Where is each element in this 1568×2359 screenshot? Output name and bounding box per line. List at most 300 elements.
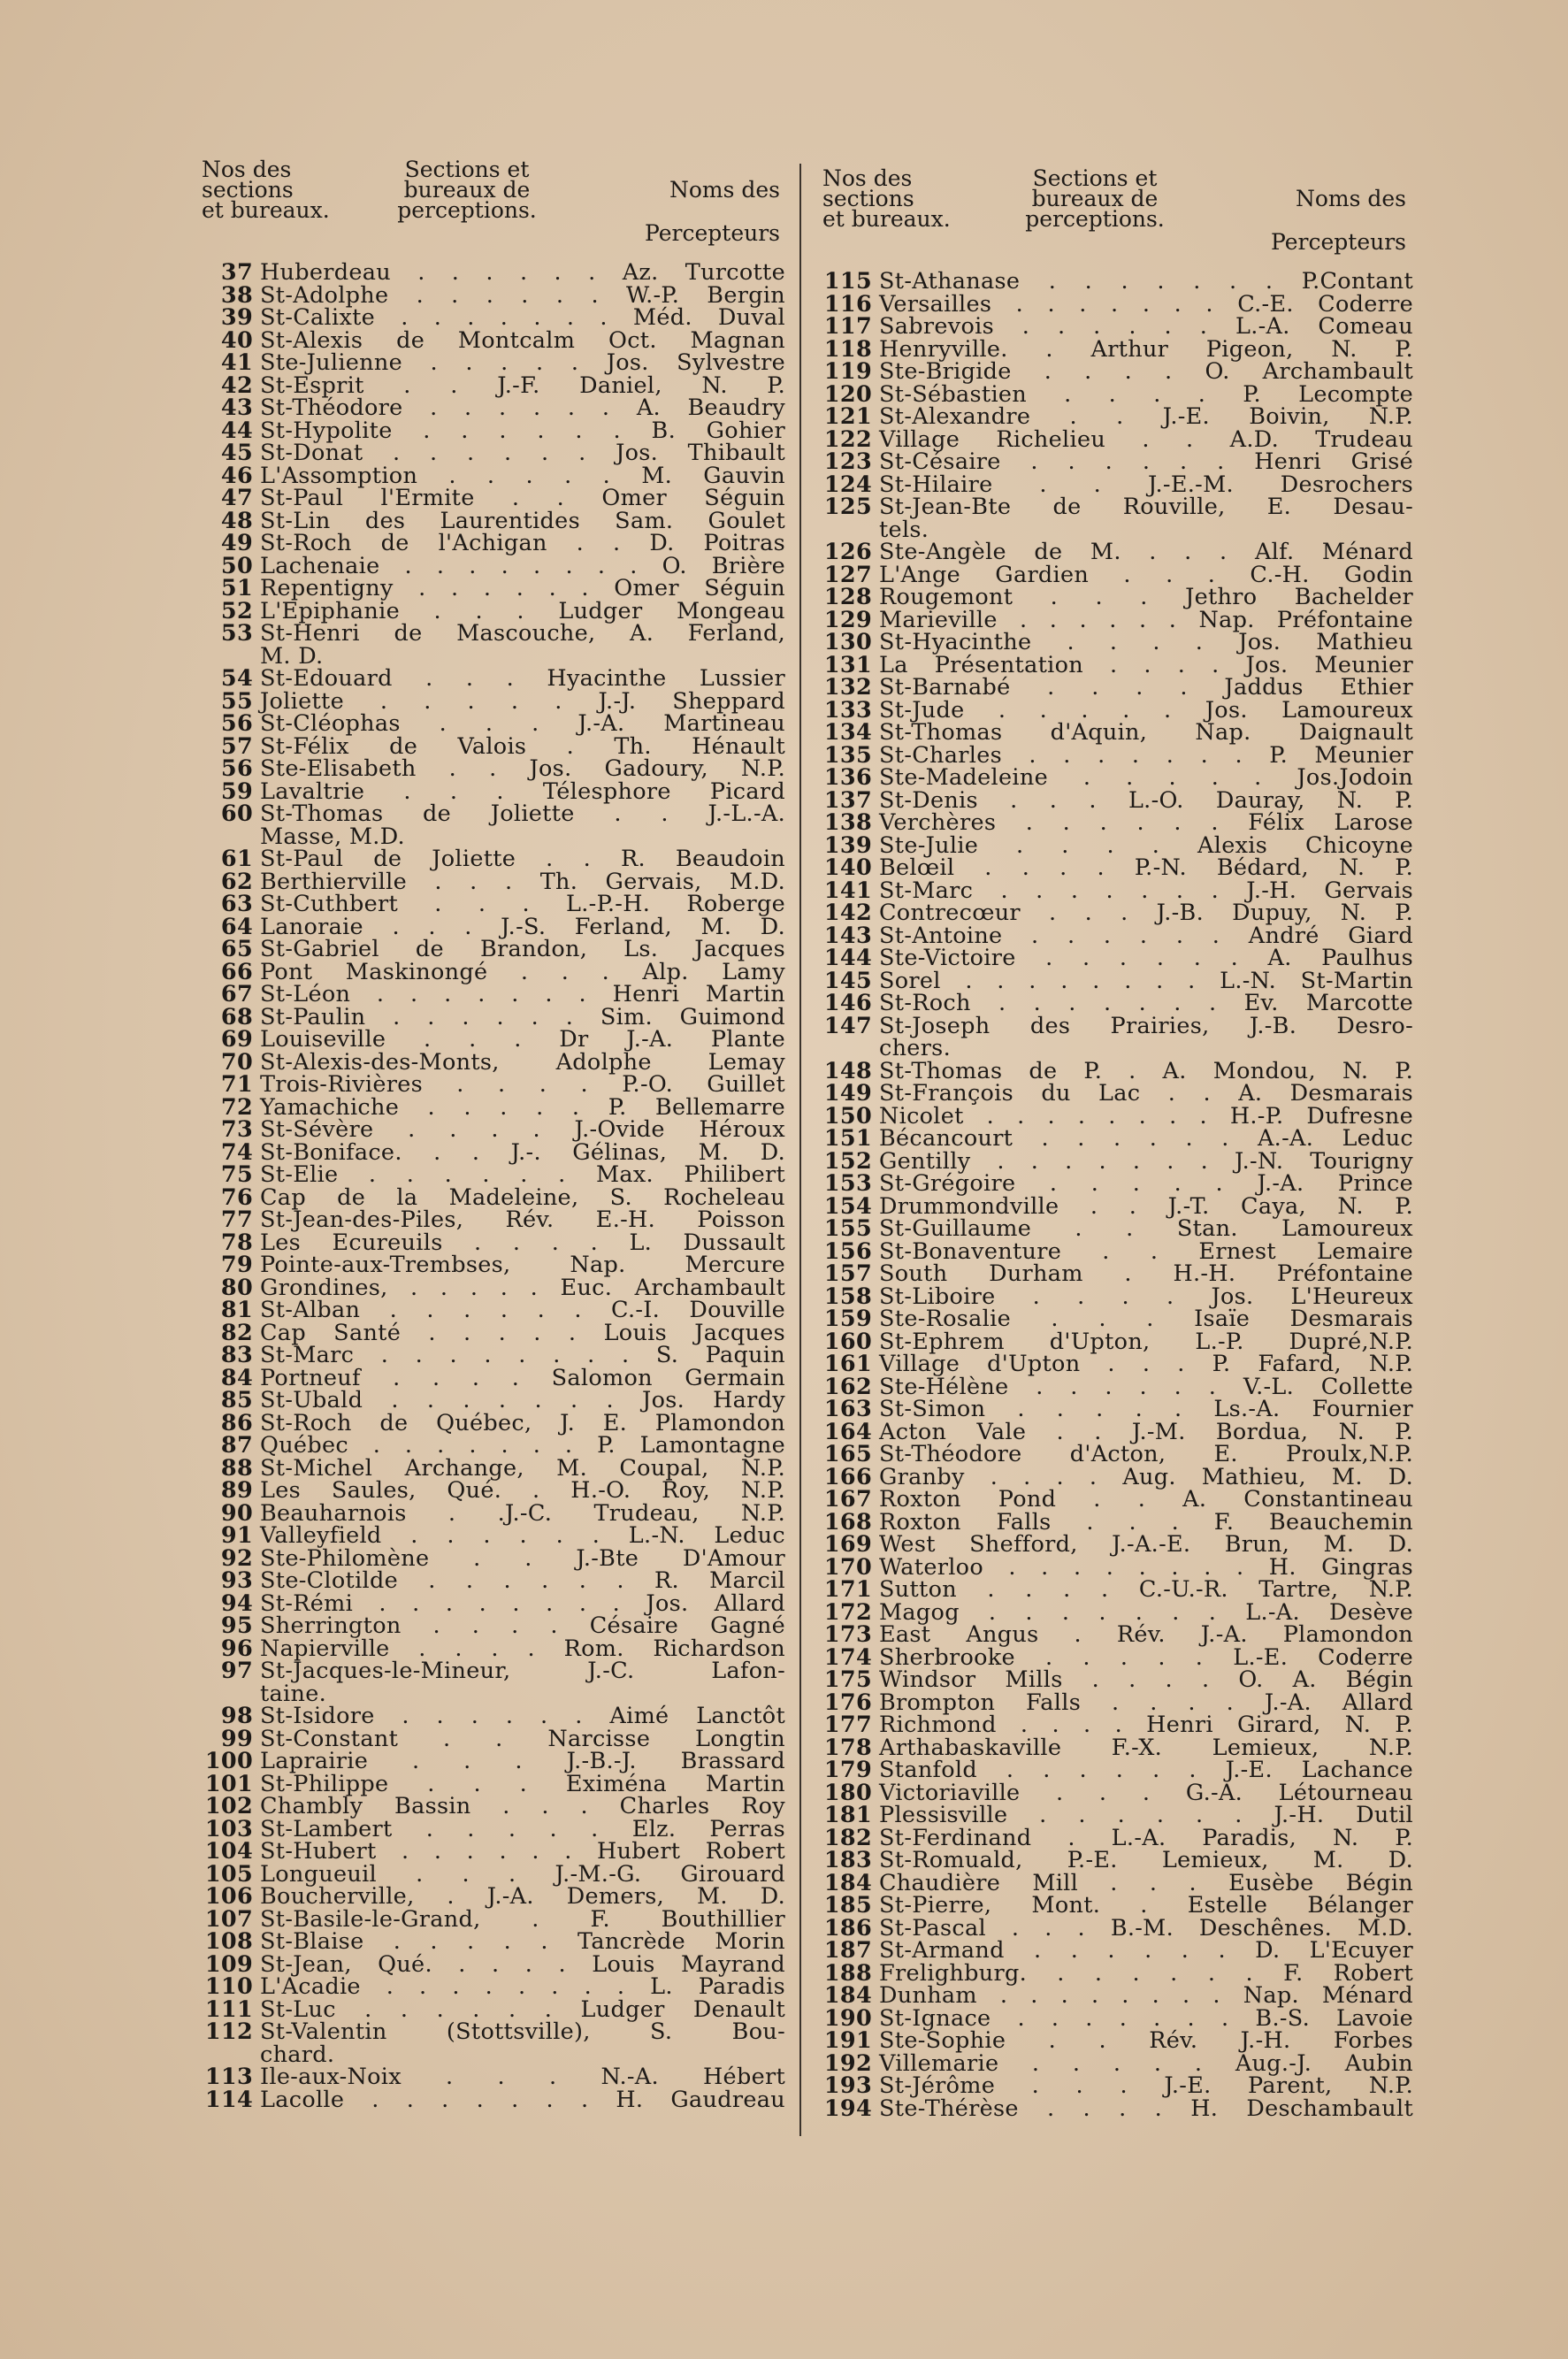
section-number: 184	[823, 1982, 872, 2009]
section-entry-text: St-Paulin . . . . . . Sim. Guimond	[260, 1003, 785, 1030]
section-entry-text: Acton Vale . . J.-M. Bordua, N. P.	[879, 1418, 1413, 1445]
section-entry-text: St-Boniface. . . J.-. Gélinas, M. D.	[260, 1138, 785, 1166]
section-entry-text: St-Thomas de P. . A. Mondou, N. P.	[879, 1057, 1413, 1084]
section-entry-continuation: tels.	[879, 516, 929, 543]
section-entry-text: St-Sévère . . . . J.-Ovide Héroux	[260, 1116, 785, 1143]
section-entry-text: St-Barnabé . . . . Jaddus Ethier	[879, 674, 1413, 701]
list-item	[821, 1621, 1413, 1648]
section-entry-text: Verchères . . . . . . Félix Larose	[879, 809, 1413, 836]
section-number: 131	[823, 651, 872, 678]
list-item	[202, 394, 785, 421]
section-number: 81	[220, 1297, 253, 1323]
section-number: 44	[220, 417, 253, 444]
section-entry-text: Nicolet . . . . . . . . H.-P. Dufresne	[879, 1102, 1413, 1130]
section-number: 104	[204, 1838, 253, 1865]
list-item	[821, 1714, 1413, 1737]
section-number: 87	[220, 1432, 253, 1459]
section-entry-text: Valleyfield . . . . . . L.-N. Leduc	[260, 1522, 785, 1549]
section-entry-text: Ste-Elisabeth . . Jos. Gadoury, N.P.	[260, 755, 785, 782]
section-number: 174	[823, 1643, 872, 1671]
section-number: 112	[204, 2018, 253, 2045]
section-number: 144	[823, 945, 872, 971]
section-number: 71	[220, 1071, 253, 1098]
section-number: 91	[220, 1522, 253, 1549]
section-number: 39	[220, 304, 253, 331]
section-number: 56	[220, 710, 253, 737]
section-number: 132	[823, 674, 872, 701]
right-column	[821, 165, 1413, 2122]
list-item	[821, 1441, 1413, 1467]
section-entry-text: St-Liboire . . . . Jos. L'Heureux	[879, 1283, 1413, 1310]
section-entry-text: St-Gabriel de Brandon, Ls. Jacques	[260, 936, 785, 962]
list-item	[821, 764, 1413, 791]
list-item	[821, 496, 1413, 519]
header-collectors-line2: Percepteurs	[645, 220, 780, 246]
list-item	[202, 2066, 785, 2089]
section-number: 70	[220, 1048, 253, 1076]
list-item	[202, 1793, 785, 1819]
section-entry-text: Drummondville . . J.-T. Caya, N. P.	[879, 1192, 1413, 1220]
section-entry-text: Ste-Philomène . . J.-Bte D'Amour	[260, 1544, 785, 1572]
list-item	[202, 1432, 785, 1459]
list-item	[202, 755, 785, 782]
section-entry-text: Ste-Victoire . . . . . . A. Paulhus	[879, 945, 1413, 971]
section-number: 129	[823, 606, 872, 633]
list-item	[202, 1387, 785, 1413]
section-number: 156	[823, 1237, 872, 1265]
section-number: 51	[220, 575, 253, 601]
section-number: 151	[823, 1125, 872, 1152]
section-entry-text: St-Jean-des-Piles, Rév. E.-H. Poisson	[260, 1206, 785, 1233]
section-number: 185	[823, 1892, 872, 1919]
section-entry-text: Boucherville, . J.-A. Demers, M. D.	[260, 1883, 785, 1910]
list-item	[821, 1260, 1413, 1287]
section-number: 183	[823, 1847, 872, 1873]
section-number: 138	[823, 809, 872, 836]
section-number: 150	[823, 1102, 872, 1130]
section-entry-text: Lachenaie . . . . . . . . O. Brière	[260, 552, 785, 579]
section-entry-text: Contrecœur . . . J.-B. Dupuy, N. P.	[879, 900, 1413, 926]
list-item	[202, 1299, 785, 1322]
section-number: 83	[220, 1342, 253, 1368]
section-entry-text: St-Grégoire . . . . . J.-A. Prince	[879, 1170, 1413, 1197]
section-entry-text: Waterloo . . . . . . . . H. Gingras	[879, 1553, 1413, 1581]
section-entry-text: St-Félix de Valois . Th. Hénault	[260, 732, 785, 760]
section-number: 140	[823, 854, 872, 881]
section-entry-text: St-Edouard . . . Hyacinthe Lussier	[260, 665, 785, 692]
section-entry-text: St-Pierre, Mont. . Estelle Bélanger	[879, 1892, 1413, 1919]
section-number: 113	[204, 2064, 253, 2090]
section-entry-text: St-Alexandre . . J.-E. Boivin, N.P.	[879, 403, 1413, 430]
section-entry-text: Joliette . . . . . J.-J. Sheppard	[260, 687, 785, 715]
section-number: 158	[823, 1283, 872, 1310]
section-number: 84	[220, 1364, 253, 1391]
list-item	[202, 848, 785, 871]
list-item	[202, 1071, 785, 1098]
section-number: 79	[220, 1252, 253, 1278]
section-number: 49	[220, 530, 253, 556]
list-item	[821, 1937, 1413, 1964]
section-entry-text: St-Théodore . . . . . . A. Beaudry	[260, 394, 785, 421]
section-number: 54	[220, 665, 253, 692]
section-number: 148	[823, 1057, 872, 1084]
section-number: 65	[220, 936, 253, 962]
section-entry-text: Plessisville . . . . . . J.-H. Dutil	[879, 1802, 1413, 1828]
section-entry-text: St-Basile-le-Grand, . F. Bouthillier	[260, 1905, 785, 1933]
section-entry-text: St-Calixte . . . . . . . Méd. Duval	[260, 304, 785, 331]
section-number: 165	[823, 1441, 872, 1467]
section-entry-text: St-Guillaume . . Stan. Lamoureux	[879, 1215, 1413, 1242]
section-entry-text: Ste-Madeleine . . . . . Jos.Jodoin	[879, 764, 1413, 791]
section-number: 142	[823, 900, 872, 926]
section-number: 37	[220, 259, 253, 286]
right-entries-list	[821, 268, 1413, 2122]
section-number: 182	[823, 1824, 872, 1851]
list-item	[202, 981, 785, 1007]
section-number: 45	[220, 440, 253, 466]
section-entry-text: Ste-Thérèse . . . . H. Deschambault	[879, 2095, 1413, 2122]
list-item	[821, 902, 1413, 925]
section-number: 170	[823, 1553, 872, 1581]
section-entry-text: St-Alban . . . . . . C.-I. Douville	[260, 1297, 785, 1323]
section-number: 194	[823, 2095, 872, 2122]
section-number: 75	[220, 1161, 253, 1188]
section-entry-text: St-Michel Archange, M. Coupal, N.P.	[260, 1454, 785, 1482]
section-entry-text: St-Hilaire . . J.-E.-M. Desrochers	[879, 471, 1413, 498]
list-item	[202, 1026, 785, 1053]
section-number: 118	[823, 335, 872, 363]
section-number: 190	[823, 2004, 872, 2032]
section-entry-continuation: taine.	[260, 1680, 327, 1707]
section-entry-continuation: Masse, M.D.	[260, 823, 405, 850]
section-number: 95	[220, 1612, 253, 1639]
section-number: 110	[204, 1973, 253, 2000]
list-item	[202, 710, 785, 737]
section-number: 43	[220, 394, 253, 421]
section-entry-text: St-Hypolite . . . . . . B. Gohier	[260, 417, 785, 444]
section-number: 162	[823, 1373, 872, 1400]
section-entry-text: Belœil . . . . P.-N. Bédard, N. P.	[879, 854, 1413, 881]
section-number: 122	[823, 425, 872, 453]
section-number: 153	[823, 1170, 872, 1197]
section-entry-text: St-Ubald . . . . . . . Jos. Hardy	[260, 1387, 785, 1413]
section-entry-text: St-François du Lac . . A. Desmarais	[879, 1080, 1413, 1107]
list-item	[821, 2095, 1413, 2122]
list-item	[202, 1705, 785, 1728]
section-entry-text: Grondines, . . . . . Euc. Archambault	[260, 1274, 785, 1301]
list-item	[821, 1847, 1413, 1873]
section-number: 100	[204, 1748, 253, 1774]
section-entry-text: St-Jean, Qué. . . . . Louis Mayrand	[260, 1950, 785, 1978]
section-entry-text: St-Elie . . . . . . Max. Philibert	[260, 1161, 785, 1188]
section-entry-text: Québec . . . . . . . P. Lamontagne	[260, 1432, 785, 1459]
section-entry-text: Sherbrooke . . . . . L.-E. Coderre	[879, 1643, 1413, 1671]
section-number: 164	[823, 1418, 872, 1445]
section-number: 169	[823, 1531, 872, 1558]
list-item	[202, 620, 785, 647]
left-entries-list	[202, 259, 785, 2113]
section-number: 78	[220, 1229, 253, 1256]
section-number: 193	[823, 2072, 872, 2099]
section-entry-text: Pointe-aux-Trembses, Nap. Mercure	[260, 1252, 785, 1278]
section-entry-text: St-Marc . . . . . . . J.-H. Gervais	[879, 877, 1413, 904]
list-item	[821, 809, 1413, 836]
section-entry-text: Victoriaville . . . G.-A. Létourneau	[879, 1779, 1413, 1806]
section-entry-text: Longueuil . . . J.-M.-G. Girouard	[260, 1860, 785, 1888]
section-entry-text: St-Roch de Québec, J. E. Plamondon	[260, 1409, 785, 1436]
section-number: 163	[823, 1396, 872, 1422]
section-entry-continuation: chers.	[879, 1035, 951, 1061]
section-number: 98	[220, 1703, 253, 1729]
section-entry-text: St-Constant . . Narcisse Longtin	[260, 1725, 785, 1752]
section-entry-text: Pont Maskinongé . . . Alp. Lamy	[260, 958, 785, 985]
list-item	[821, 313, 1413, 340]
section-entry-text: Windsor Mills . . . . O. A. Bégin	[879, 1666, 1413, 1693]
section-number: 73	[220, 1116, 253, 1143]
section-number: 80	[220, 1274, 253, 1301]
section-number: 186	[823, 1914, 872, 1942]
section-entry-text: Lanoraie . . . J.-S. Ferland, M. D.	[260, 913, 785, 940]
section-number: 96	[220, 1635, 253, 1662]
section-entry-text: Village d'Upton . . . P. Fafard, N.P.	[879, 1351, 1413, 1377]
section-number: 76	[220, 1183, 253, 1211]
section-entry-text: St-Thomas de Joliette . . J.-L.-A.	[260, 800, 785, 827]
section-number: 178	[823, 1734, 872, 1761]
list-item	[202, 1883, 785, 1910]
list-item	[821, 1666, 1413, 1693]
section-entry-text: St-Valentin (Stottsville), S. Bou-	[260, 2018, 785, 2045]
section-entry-text: St-Alexis-des-Monts, Adolphe Lemay	[260, 1048, 785, 1076]
section-number: 67	[220, 981, 253, 1007]
section-entry-text: St-Antoine . . . . . . André Giard	[879, 922, 1413, 949]
list-item	[202, 665, 785, 692]
section-number: 116	[823, 290, 872, 318]
list-item	[821, 947, 1413, 970]
section-entry-text: Rougemont . . . Jethro Bachelder	[879, 584, 1413, 610]
section-number: 172	[823, 1598, 872, 1626]
section-number: 135	[823, 741, 872, 769]
list-item	[821, 1486, 1413, 1513]
section-number: 180	[823, 1779, 872, 1806]
section-entry-text: Ste-Angèle de M. . . . Alf. Ménard	[879, 539, 1413, 565]
section-number: 52	[220, 597, 253, 624]
section-entry-text: L'Assomption . . . . . M. Gauvin	[260, 462, 785, 489]
list-item	[821, 403, 1413, 430]
section-number: 57	[220, 732, 253, 760]
section-entry-text: Louiseville . . . Dr J.-A. Plante	[260, 1026, 785, 1053]
section-number: 191	[823, 2027, 872, 2054]
list-item-continuation	[821, 1035, 1413, 1061]
section-number: 167	[823, 1486, 872, 1513]
section-entry-text: Lacolle . . . . . . . H. Gaudreau	[260, 2086, 785, 2113]
list-item	[821, 1080, 1413, 1107]
section-number: 103	[204, 1815, 253, 1842]
section-entry-text: St-Pascal . . . B.-M. Deschênes. M.D.	[879, 1914, 1413, 1942]
section-number: 141	[823, 877, 872, 904]
section-entry-text: St-Marc . . . . . . . . S. Paquin	[260, 1342, 785, 1368]
list-item	[821, 1170, 1413, 1197]
header-section-names: Sections et bureaux de perceptions.	[1025, 165, 1165, 232]
list-item	[821, 992, 1413, 1015]
section-entry-text: St-Athanase . . . . . . . P.Contant	[879, 268, 1413, 295]
list-item	[821, 2027, 1413, 2054]
section-number: 109	[204, 1950, 253, 1978]
section-number: 126	[823, 539, 872, 565]
section-number: 82	[220, 1319, 253, 1346]
section-entry-text: Cap de la Madeleine, S. Rocheleau	[260, 1183, 785, 1211]
section-number: 107	[204, 1905, 253, 1933]
section-number: 117	[823, 313, 872, 340]
header-collectors	[621, 159, 780, 264]
section-number: 154	[823, 1192, 872, 1220]
section-number: 149	[823, 1080, 872, 1107]
header-section-numbers: Nos des sections et bureaux.	[822, 165, 951, 232]
list-item	[202, 349, 785, 376]
section-number: 69	[220, 1026, 253, 1053]
section-entry-text: Village Richelieu . . A.D. Trudeau	[879, 425, 1413, 453]
list-item	[202, 1254, 785, 1277]
section-entry-text: Dunham . . . . . . . . Nap. Ménard	[879, 1982, 1413, 2009]
section-number: 89	[220, 1477, 253, 1504]
list-item	[202, 1973, 785, 2000]
section-entry-text: Portneuf . . . . Salomon Germain	[260, 1364, 785, 1391]
list-item	[821, 448, 1413, 475]
section-entry-text: St-Ferdinand . L.-A. Paradis, N. P.	[879, 1824, 1413, 1851]
section-entry-continuation: chard.	[260, 2041, 335, 2068]
section-number: 99	[220, 1725, 253, 1752]
section-number: 77	[220, 1206, 253, 1233]
list-item	[202, 1567, 785, 1594]
section-number: 60	[220, 800, 253, 827]
section-entry-text: West Shefford, J.-A.-E. Brun, M. D.	[879, 1531, 1413, 1558]
section-entry-text: St-Charles . . . . . . . P. Meunier	[879, 741, 1413, 769]
section-entry-text: St-Paul de Joliette . . R. Beaudoin	[260, 846, 785, 872]
section-entry-text: St-Léon . . . . . . . Henri Martin	[260, 981, 785, 1007]
list-item	[821, 1353, 1413, 1376]
section-number: 92	[220, 1544, 253, 1572]
section-number: 86	[220, 1409, 253, 1436]
section-entry-text: Trois-Rivières . . . . P.-O. Guillet	[260, 1071, 785, 1098]
section-entry-text: St-Cléophas . . . J.-A. Martineau	[260, 710, 785, 737]
section-entry-text: St-Lin des Laurentides Sam. Goulet	[260, 507, 785, 534]
section-number: 101	[204, 1770, 253, 1797]
column-divider	[799, 164, 801, 2136]
section-number: 85	[220, 1387, 253, 1413]
section-entry-text: St-Cuthbert . . . L.-P.-H. Roberge	[260, 891, 785, 917]
section-entry-text: Ste-Clotilde . . . . . . R. Marcil	[260, 1567, 785, 1594]
section-entry-text: Beauharnois . .J.-C. Trudeau, N.P.	[260, 1499, 785, 1527]
section-entry-text: St-Théodore d'Acton, E. Proulx,N.P.	[879, 1441, 1413, 1467]
section-entry-text: La Présentation . . . . Jos. Meunier	[879, 651, 1413, 678]
list-item	[202, 1750, 785, 1773]
right-column-header	[821, 165, 1413, 265]
section-entry-text: Laprairie . . . J.-B.-J. Brassard	[260, 1748, 785, 1774]
section-number: 171	[823, 1576, 872, 1603]
list-item	[202, 1928, 785, 1955]
section-number: 168	[823, 1508, 872, 1536]
section-number: 63	[220, 891, 253, 917]
list-item	[202, 1344, 785, 1367]
section-number: 192	[823, 2049, 872, 2077]
section-entry-text: Brompton Falls . . . . J.-A. Allard	[879, 1689, 1413, 1716]
section-entry-text: St-Jérôme . . . J.-E. Parent, N.P.	[879, 2072, 1413, 2099]
section-entry-text: St-Sébastien . . . . P. Lecompte	[879, 380, 1413, 408]
list-item	[821, 1125, 1413, 1152]
section-number: 125	[823, 494, 872, 520]
section-number: 133	[823, 696, 872, 724]
section-number: 161	[823, 1351, 872, 1377]
list-item	[821, 1531, 1413, 1558]
section-number: 147	[823, 1012, 872, 1039]
section-number: 88	[220, 1454, 253, 1482]
section-number: 123	[823, 448, 872, 475]
section-number: 175	[823, 1666, 872, 1693]
list-item	[202, 304, 785, 331]
section-entry-text: Bécancourt . . . . . . A.-A. Leduc	[879, 1125, 1413, 1152]
section-number: 102	[204, 1793, 253, 1819]
section-entry-text: Lavaltrie . . . Télesphore Picard	[260, 777, 785, 805]
section-entry-text: St-Hubert . . . . . . Hubert Robert	[260, 1838, 785, 1865]
section-entry-text: St-Joseph des Prairies, J.-B. Desro-	[879, 1012, 1413, 1039]
section-entry-text: L'Epiphanie . . . Ludger Mongeau	[260, 597, 785, 624]
list-item	[821, 719, 1413, 746]
section-entry-text: Chaudière Mill . . . Eusèbe Bégin	[879, 1869, 1413, 1896]
list-item	[202, 800, 785, 827]
section-entry-text: Sherrington . . . . Césaire Gagné	[260, 1612, 785, 1639]
section-entry-text: Ste-Julie . . . . Alexis Chicoyne	[879, 831, 1413, 859]
section-entry-text: Ste-Sophie . . Rév. J.-H. Forbes	[879, 2027, 1413, 2054]
section-entry-text: St-Rémi . . . . . . . . Jos. Allard	[260, 1589, 785, 1617]
section-entry-text: Ste-Hélène . . . . . . V.-L. Collette	[879, 1373, 1413, 1400]
section-number: 143	[823, 922, 872, 949]
section-number: 61	[220, 846, 253, 872]
section-number: 157	[823, 1260, 872, 1287]
section-number: 160	[823, 1328, 872, 1355]
section-number: 181	[823, 1802, 872, 1828]
section-entry-text: St-Ephrem d'Upton, L.-P. Dupré,N.P.	[879, 1328, 1413, 1355]
section-entry-text: Ste-Rosalie . . . Isaïe Desmarais	[879, 1306, 1413, 1332]
section-number: 72	[220, 1093, 253, 1121]
section-number: 146	[823, 990, 872, 1016]
section-entry-text: Magog . . . . . . . L.-A. Desève	[879, 1598, 1413, 1626]
section-number: 124	[823, 471, 872, 498]
section-entry-text: East Angus . Rév. J.-A. Plamondon	[879, 1621, 1413, 1648]
section-entry-text: L'Ange Gardien . . . C.-H. Godin	[879, 561, 1413, 588]
list-item	[202, 1116, 785, 1143]
section-number: 105	[204, 1860, 253, 1888]
list-item	[821, 1308, 1413, 1331]
list-item	[202, 2018, 785, 2045]
section-number: 66	[220, 958, 253, 985]
section-entry-text: St-Henri de Mascouche, A. Ferland,	[260, 620, 785, 647]
list-item	[821, 1398, 1413, 1421]
section-number: 74	[220, 1138, 253, 1166]
section-entry-text: Ste-Brigide . . . . O. Archambault	[879, 358, 1413, 385]
section-entry-text: Repentigny . . . . . . Omer Séguin	[260, 575, 785, 601]
list-item	[821, 1804, 1413, 1827]
section-number: 166	[823, 1463, 872, 1490]
section-entry-text: Berthierville . . . Th. Gervais, M.D.	[260, 868, 785, 895]
header-section-names: Sections et bureaux de perceptions.	[397, 157, 537, 223]
section-entry-text: St-Roch . . . . . . . Ev. Marcotte	[879, 990, 1413, 1016]
list-item	[821, 629, 1413, 655]
section-entry-text: Napierville . . . . Rom. Richardson	[260, 1635, 785, 1662]
section-number: 173	[823, 1621, 872, 1648]
section-number: 128	[823, 584, 872, 610]
section-entry-text: Villemarie . . . . . Aug.-J. Aubin	[879, 2049, 1413, 2077]
list-item	[202, 532, 785, 555]
section-entry-text: L'Acadie . . . . . . . . L. Paradis	[260, 1973, 785, 2000]
